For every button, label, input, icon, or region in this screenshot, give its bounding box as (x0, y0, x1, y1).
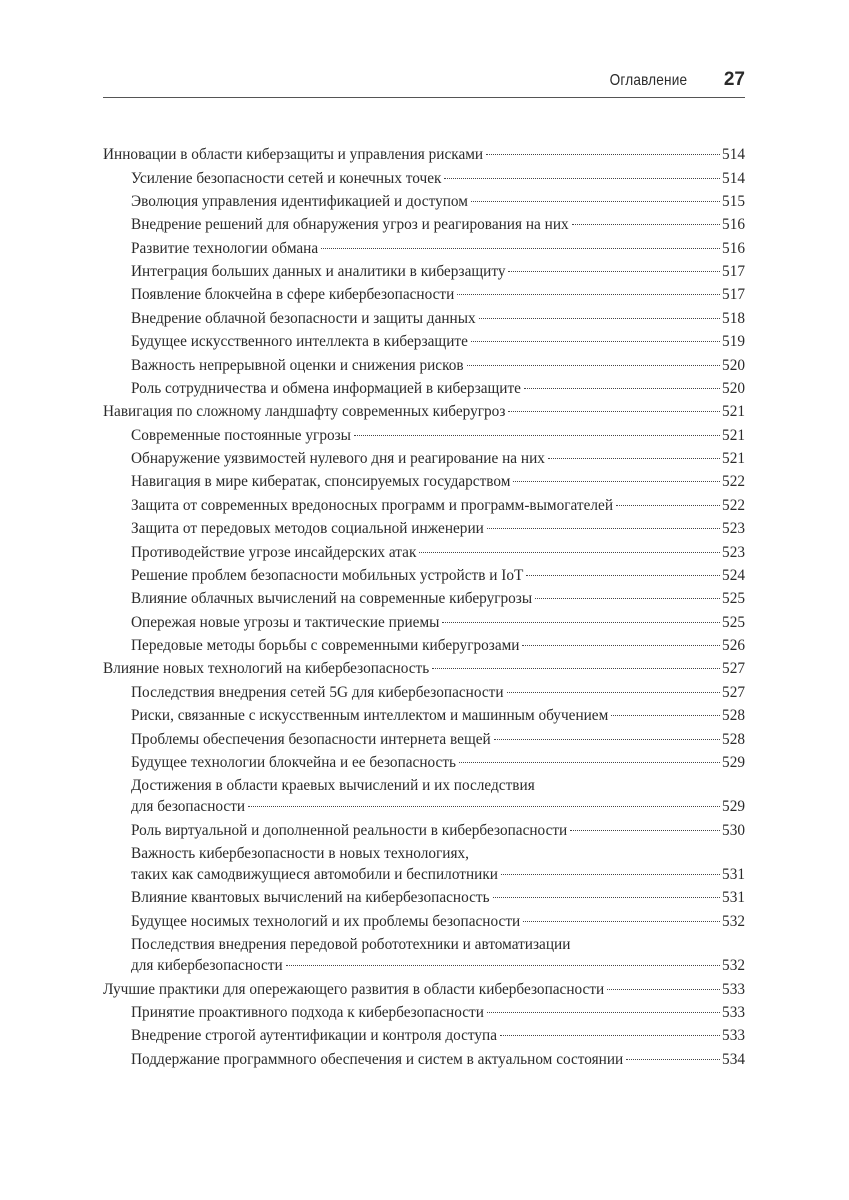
toc-entry-page: 519 (722, 333, 745, 351)
toc-entry-title: Важность непрерывной оценки и снижения рисков (131, 356, 464, 374)
toc-subsection-entry[interactable] (103, 517, 745, 540)
toc-entry-row (103, 979, 745, 1000)
dot-leader (493, 897, 720, 898)
dot-leader (607, 989, 720, 990)
toc-entry-row (131, 191, 745, 212)
dot-leader (513, 481, 720, 482)
toc-entry-page: 526 (722, 637, 745, 655)
toc-subsection-entry[interactable] (103, 237, 745, 260)
toc-subsection-entry[interactable] (103, 751, 745, 774)
toc-section-entry[interactable] (103, 977, 745, 1000)
running-header-title: Оглавление (609, 72, 687, 89)
toc-entry-title: Влияние облачных вычислений на современные киберугрозы (131, 590, 533, 608)
toc-subsection-entry[interactable] (103, 190, 745, 213)
toc-entry-title: Лучшие практики для опережающего развития в области кибербезопасности (103, 980, 605, 998)
toc-entry-page: 530 (722, 821, 745, 839)
toc-entry-title: для кибербезопасности (131, 957, 283, 975)
toc-entry-title: Появление блокчейна в сфере кибербезопасности (131, 286, 455, 304)
toc-entry-title: Поддержание программного обеспечения и систем в актуальном состоянии (131, 1050, 624, 1068)
dot-leader (354, 435, 720, 436)
toc-entry-page: 523 (722, 543, 745, 561)
toc-entry-page: 534 (722, 1050, 745, 1068)
toc-entry-page: 532 (722, 957, 745, 975)
dot-leader (494, 739, 720, 740)
toc-subsection-entry[interactable] (103, 283, 745, 306)
toc-entry-title-line: Важность кибербезопасности в новых технологиях, (131, 845, 469, 863)
toc-subsection-entry[interactable] (103, 910, 745, 933)
toc-subsection-entry[interactable] (103, 1001, 745, 1024)
toc-entry-row (131, 864, 745, 885)
toc-entry-page: 517 (722, 286, 745, 304)
dot-leader (526, 575, 720, 576)
toc-entry-page: 528 (722, 707, 745, 725)
dot-leader (500, 1035, 720, 1036)
toc-entry-title: Принятие проактивного подхода к кибербезопасности (131, 1003, 484, 1021)
toc-entry-page: 532 (722, 912, 745, 930)
toc-entry-row (131, 588, 745, 609)
toc-section-entry[interactable] (103, 400, 745, 423)
dot-leader (626, 1059, 720, 1060)
toc-subsection-entry[interactable] (103, 564, 745, 587)
toc-entry-page: 521 (722, 426, 745, 444)
dot-leader (501, 874, 720, 875)
toc-entry-row (131, 820, 745, 841)
toc-entry-page: 521 (722, 403, 745, 421)
toc-entry-page: 527 (722, 683, 745, 701)
toc-entry-page: 514 (722, 169, 745, 187)
toc-subsection-entry[interactable] (103, 1024, 745, 1047)
toc-entry-page: 520 (722, 356, 745, 374)
dot-leader (524, 388, 720, 389)
toc-subsection-entry[interactable] (103, 353, 745, 376)
toc-subsection-entry[interactable] (103, 166, 745, 189)
toc-entry-page: 525 (722, 613, 745, 631)
toc-entry-row (131, 612, 745, 633)
toc-entry-title: Защита от передовых методов социальной инженерии (131, 520, 484, 538)
toc-entry-page: 524 (722, 566, 745, 584)
toc-subsection-entry[interactable] (103, 447, 745, 470)
toc-subsection-entry[interactable] (103, 774, 745, 818)
dot-leader (479, 318, 720, 319)
toc-subsection-entry[interactable] (103, 377, 745, 400)
toc-entry-row (131, 284, 745, 305)
toc-subsection-entry[interactable] (103, 819, 745, 842)
dot-leader (432, 668, 720, 669)
toc-entry-title: Будущее искусственного интеллекта в киберзащите (131, 333, 468, 351)
toc-entry-page: 515 (722, 192, 745, 210)
toc-entry-row (131, 1025, 745, 1046)
dot-leader (471, 201, 720, 202)
toc-subsection-entry[interactable] (103, 470, 745, 493)
toc-entry-title: Передовые методы борьбы с современными киберугрозами (131, 637, 520, 655)
dot-leader (522, 645, 720, 646)
page-number: 27 (723, 69, 745, 90)
toc-entry-title: Внедрение строгой аутентификации и контроля доступа (131, 1027, 498, 1045)
toc-entry-row (131, 331, 745, 352)
dot-leader (248, 806, 720, 807)
toc-section-entry[interactable] (103, 143, 745, 166)
toc-entry-row (131, 887, 745, 908)
toc-entry-row (131, 635, 745, 656)
toc-entry-row (131, 705, 745, 726)
toc-entry-row (131, 565, 745, 586)
toc-entry-row (103, 401, 745, 422)
dot-leader (611, 715, 720, 716)
toc-entry-row (131, 168, 745, 189)
dot-leader (487, 1012, 720, 1013)
dot-leader (442, 622, 720, 623)
toc-entry-title: Современные постоянные угрозы (131, 426, 351, 444)
toc-entry-row (131, 355, 745, 376)
dot-leader (535, 598, 720, 599)
toc-entry-title: таких как самодвижущиеся автомобили и беспилотники (131, 866, 498, 884)
dot-leader (471, 341, 720, 342)
toc-entry-page: 531 (722, 889, 745, 907)
toc-entry-title: Интеграция больших данных и аналитики в киберзащиту (131, 263, 506, 281)
toc-entry-title: Усиление безопасности сетей и конечных точек (131, 169, 442, 187)
toc-entry-page: 533 (722, 1027, 745, 1045)
toc-subsection-entry[interactable] (103, 933, 745, 977)
toc-entry-title: Инновации в области киберзащиты и управления рисками (103, 146, 484, 164)
toc-entry-title: Противодействие угрозе инсайдерских атак (131, 543, 417, 561)
toc-entry-row (103, 658, 745, 679)
toc-entry-page: 516 (722, 239, 745, 257)
toc-entry-page: 520 (722, 379, 745, 397)
toc-entry-title: Обнаружение уязвимостей нулевого дня и реагирование на них (131, 450, 545, 468)
toc-subsection-entry[interactable] (103, 704, 745, 727)
toc-subsection-entry[interactable] (103, 494, 745, 517)
dot-leader (572, 224, 720, 225)
dot-leader (508, 271, 720, 272)
dot-leader (444, 178, 720, 179)
toc-subsection-entry[interactable] (103, 213, 745, 236)
toc-entry-title: Последствия внедрения сетей 5G для кибербезопасности (131, 683, 504, 701)
toc-entry-page: 522 (722, 473, 745, 491)
toc-entry-title: Риски, связанные с искусственным интеллектом и машинным обучением (131, 707, 609, 725)
toc-entry-row (131, 214, 745, 235)
toc-entry-page: 533 (722, 980, 745, 998)
toc-entry-title-line: Достижения в области краевых вычислений и их последствия (131, 777, 535, 795)
dot-leader (523, 921, 720, 922)
toc-entry-row (131, 682, 745, 703)
toc-entry-page: 523 (722, 520, 745, 538)
toc-entry-row (131, 911, 745, 932)
toc-entry-title-line: Последствия внедрения передовой робототехники и автоматизации (131, 936, 571, 954)
toc-entry-page: 518 (722, 309, 745, 327)
toc-entry-row (131, 1002, 745, 1023)
toc-entry-title: Влияние квантовых вычислений на кибербезопасность (131, 889, 490, 907)
toc-entry-title: Опережая новые угрозы и тактические приемы (131, 613, 440, 631)
toc-entry-row (131, 542, 745, 563)
toc-entry-row (131, 1049, 745, 1070)
dot-leader (487, 528, 720, 529)
toc-entry-row (131, 518, 745, 539)
toc-subsection-entry[interactable] (103, 842, 745, 886)
toc-entry-title: Защита от современных вредоносных программ и программ-вымогателей (131, 496, 614, 514)
toc-entry-title: Влияние новых технологий на кибербезопасность (103, 660, 430, 678)
dot-leader (616, 505, 720, 506)
toc-entry-row (131, 955, 745, 976)
toc-entry-title: Навигация по сложному ландшафту современных киберугроз (103, 403, 506, 421)
toc-entry-page: 522 (722, 496, 745, 514)
toc-entry-page: 525 (722, 590, 745, 608)
dot-leader (321, 248, 720, 249)
toc-entry-row (131, 495, 745, 516)
toc-subsection-entry[interactable] (103, 307, 745, 330)
dot-leader (570, 830, 720, 831)
dot-leader (459, 762, 720, 763)
toc-subsection-entry[interactable] (103, 260, 745, 283)
toc-subsection-entry[interactable] (103, 681, 745, 704)
toc-entry-row (131, 471, 745, 492)
toc-entry-title: Навигация в мире кибератак, спонсируемых государством (131, 473, 511, 491)
toc-entry-row (131, 261, 745, 282)
dot-leader (548, 458, 720, 459)
toc-subsection-entry[interactable] (103, 1048, 745, 1071)
toc-subsection-entry[interactable] (103, 587, 745, 610)
toc-entry-title: Внедрение решений для обнаружения угроз и реагирования на них (131, 216, 569, 234)
dot-leader (467, 365, 720, 366)
toc-entry-page: 516 (722, 216, 745, 234)
toc-subsection-entry[interactable] (103, 727, 745, 750)
toc-entry-title: Будущее технологии блокчейна и ее безопасность (131, 753, 456, 771)
running-header (103, 70, 745, 98)
toc-entry-title: Будущее носимых технологий и их проблемы безопасности (131, 912, 521, 930)
dot-leader (419, 552, 720, 553)
dot-leader (486, 154, 720, 155)
toc-entry-row (131, 378, 745, 399)
toc-entry-title: Внедрение облачной безопасности и защиты данных (131, 309, 476, 327)
toc-entry-page: 527 (722, 660, 745, 678)
toc-entry-page: 514 (722, 146, 745, 164)
toc-subsection-entry[interactable] (103, 330, 745, 353)
toc-subsection-entry[interactable] (103, 634, 745, 657)
toc-entry-page: 528 (722, 730, 745, 748)
toc-entry-page: 533 (722, 1003, 745, 1021)
toc-entry-title: Развитие технологии обмана (131, 239, 319, 257)
toc-entry-row (131, 308, 745, 329)
toc-entry-title: Эволюция управления идентификацией и доступом (131, 192, 468, 210)
toc-entry-row (131, 752, 745, 773)
toc-subsection-entry[interactable] (103, 886, 745, 909)
toc-entry-title: для безопасности (131, 798, 246, 816)
toc-subsection-entry[interactable] (103, 540, 745, 563)
table-of-contents (103, 143, 745, 1071)
toc-entry-page: 531 (722, 866, 745, 884)
dot-leader (286, 965, 720, 966)
toc-subsection-entry[interactable] (103, 611, 745, 634)
toc-entry-title: Роль виртуальной и дополненной реальности в кибербезопасности (131, 821, 568, 839)
toc-entry-row (131, 796, 745, 817)
toc-section-entry[interactable] (103, 657, 745, 680)
toc-entry-page: 529 (722, 753, 745, 771)
toc-entry-page: 521 (722, 450, 745, 468)
dot-leader (457, 294, 720, 295)
toc-entry-row (131, 238, 745, 259)
dot-leader (507, 692, 720, 693)
toc-entry-row (131, 425, 745, 446)
toc-entry-row (131, 448, 745, 469)
dot-leader (508, 411, 720, 412)
toc-entry-row (131, 729, 745, 750)
toc-entry-page: 517 (722, 263, 745, 281)
toc-entry-title: Проблемы обеспечения безопасности интернета вещей (131, 730, 491, 748)
toc-entry-page: 529 (722, 798, 745, 816)
toc-subsection-entry[interactable] (103, 424, 745, 447)
toc-entry-title: Роль сотрудничества и обмена информацией в киберзащите (131, 379, 521, 397)
toc-entry-row (103, 144, 745, 165)
toc-entry-title: Решение проблем безопасности мобильных устройств и IoT (131, 566, 524, 584)
